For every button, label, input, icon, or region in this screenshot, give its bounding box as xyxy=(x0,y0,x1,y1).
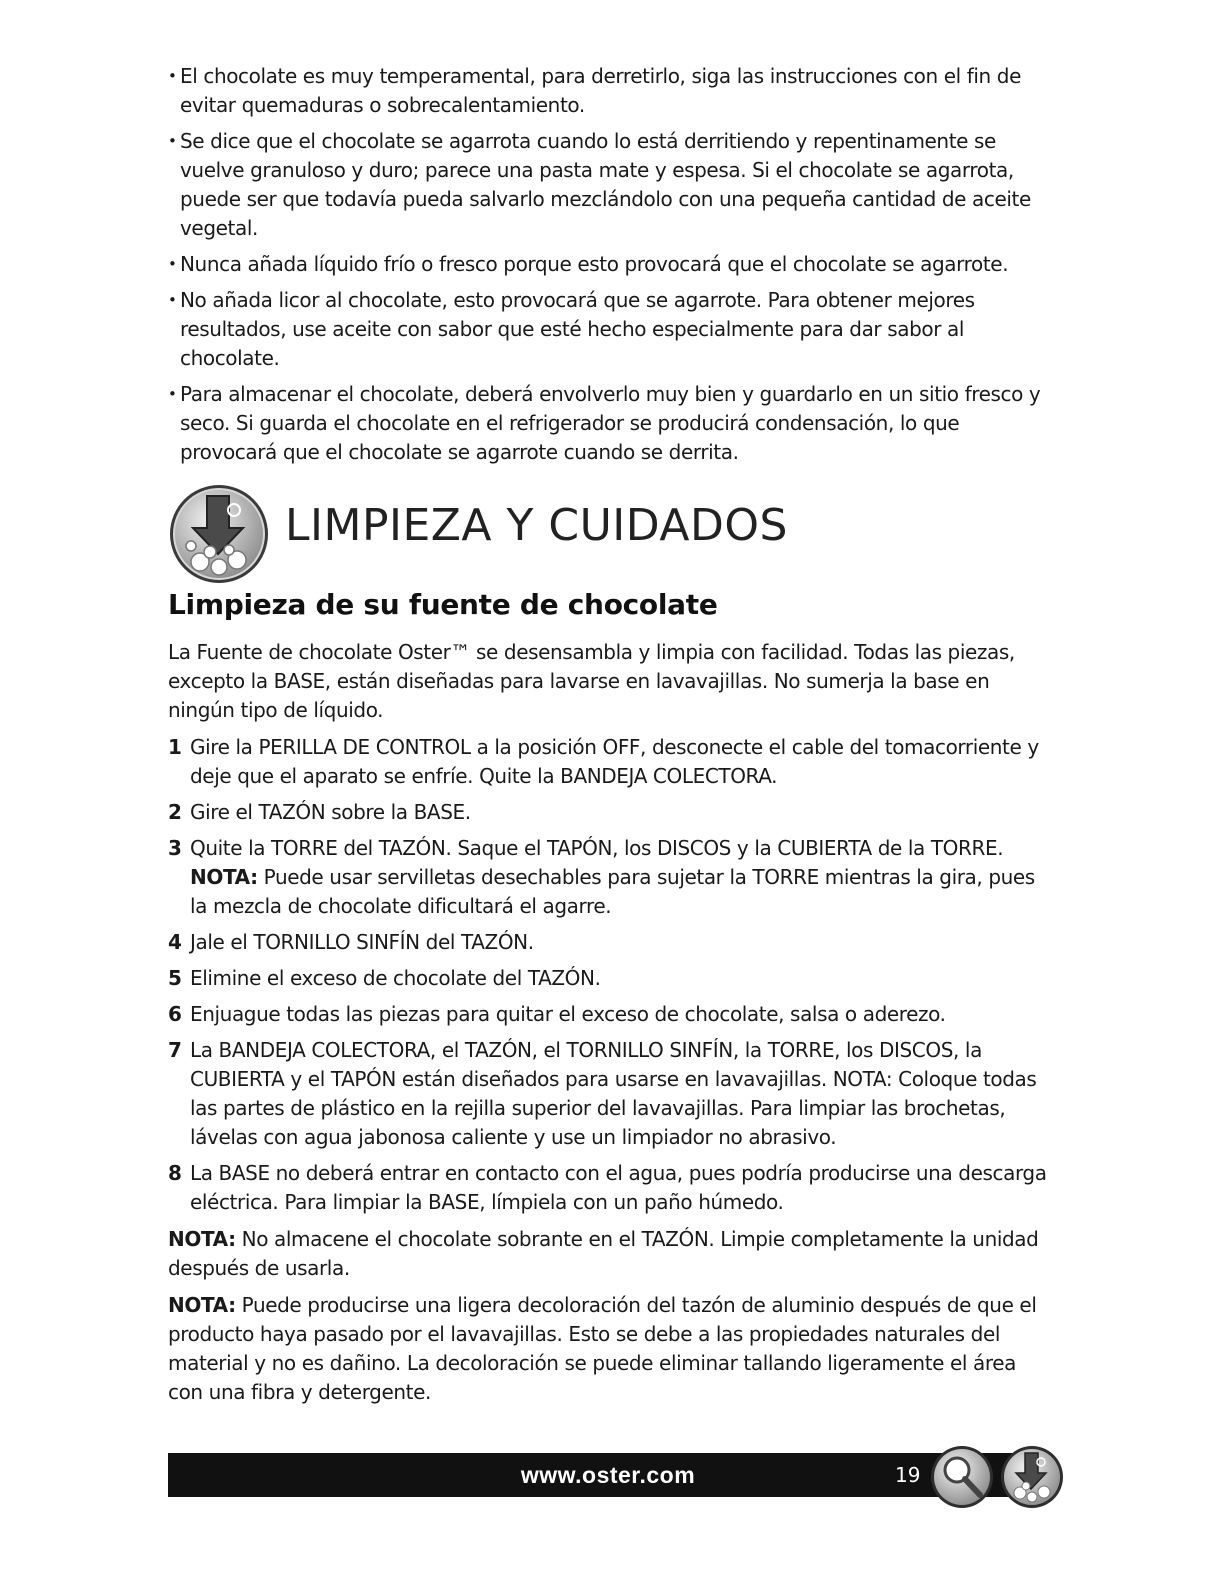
cleaning-arrow-icon[interactable] xyxy=(1000,1445,1064,1509)
tip-item: • No añada licor al chocolate, esto provocará que se agarrote. Para obtener mejores resultados, use aceite con sabor que esté hecho especialmente para dar sabor al chocolate. xyxy=(168,286,1048,373)
note-paragraph xyxy=(168,1291,1048,1407)
step-text: Quite la TORRE del TAZÓN. Saque el TAPÓN, los DISCOS y la CUBIERTA de la TORRE. xyxy=(190,836,1004,860)
step-text: Elimine el exceso de chocolate del TAZÓN. xyxy=(190,966,601,990)
subsection-title: Limpieza de su fuente de chocolate xyxy=(168,588,718,621)
step-number: 4 xyxy=(168,930,182,954)
chocolate-tips-list xyxy=(168,62,1048,474)
step-item xyxy=(168,733,1048,791)
step-number: 2 xyxy=(168,800,182,824)
note-text: No almacene el chocolate sobrante en el TAZÓN. Limpie completamente la unidad después de usarla. xyxy=(168,1227,1039,1280)
cleaning-arrow-icon xyxy=(167,482,271,586)
section-title: LIMPIEZA Y CUIDADOS xyxy=(285,500,788,551)
step-item xyxy=(168,964,1048,993)
intro-paragraph: La Fuente de chocolate Oster™ se desensambla y limpia con facilidad. Todas las piezas, excepto la BASE, están diseñadas para lavarse en lavavajillas. No sumerja la base en ningún tipo de líquido. xyxy=(168,640,1015,722)
step-text: Jale el TORNILLO SINFÍN del TAZÓN. xyxy=(190,930,534,954)
step-text: Enjuague todas las piezas para quitar el exceso de chocolate, salsa o aderezo. xyxy=(190,1002,946,1026)
tip-item: • Se dice que el chocolate se agarrota cuando lo está derritiendo y repentinamente se vuelve granuloso y duro; parece una pasta mate y espesa. Si el chocolate se agarrota, puede ser que todavía pueda salvarlo mezclándolo con una pequeña cantidad de aceite vegetal. xyxy=(168,127,1048,243)
step-item xyxy=(168,1000,1048,1029)
magnifier-icon[interactable] xyxy=(930,1445,994,1509)
step-number: 1 xyxy=(168,735,182,759)
step-item xyxy=(168,928,1048,957)
step-note-label: NOTA: xyxy=(190,865,258,889)
step-number: 6 xyxy=(168,1002,182,1026)
footer-url-link[interactable]: www.oster.com xyxy=(520,1462,696,1488)
cleaning-steps xyxy=(168,733,1048,1217)
step-number: 8 xyxy=(168,1161,182,1185)
tip-item: • Para almacenar el chocolate, deberá envolverlo muy bien y guardarlo en un sitio fresco y seco. Si guarda el chocolate en el refrigerador se producirá condensación, lo que provocará que el chocolate se agarrote cuando se derrita. xyxy=(168,380,1048,467)
note-text: Puede producirse una ligera decoloración del tazón de aluminio después de que el producto haya pasado por el lavavajillas. Esto se debe a las propiedades naturales del material y no es dañino. La decoloración se puede eliminar tallando ligeramente el área con una fibra y detergente. xyxy=(168,1293,1037,1404)
page-number: 19 xyxy=(895,1463,921,1487)
step-number: 7 xyxy=(168,1038,182,1062)
step-item xyxy=(168,1159,1048,1217)
step-item xyxy=(168,798,1048,827)
step-item xyxy=(168,1036,1048,1152)
step-number: 3 xyxy=(168,836,182,860)
step-number: 5 xyxy=(168,966,182,990)
step-text: La BANDEJA COLECTORA, el TAZÓN, el TORNILLO SINFÍN, la TORRE, los DISCOS, la CUBIERTA y el TAPÓN están diseñados para usarse en lavavajillas. NOTA: Coloque todas las partes de plástico en la rejilla superior del lavavajillas. Para limpiar las brochetas, lávelas con agua jabonosa caliente y use un limpiador no abrasivo. xyxy=(190,1038,1037,1149)
step-text: Gire el TAZÓN sobre la BASE. xyxy=(190,800,471,824)
step-note-text: Puede usar servilletas desechables para sujetar la TORRE mientras la gira, pues la mezcla de chocolate dificultará el agarre. xyxy=(190,865,1035,918)
tip-item: • Nunca añada líquido frío o fresco porque esto provocará que el chocolate se agarrote. xyxy=(168,250,1048,279)
cleaning-instructions xyxy=(168,638,1048,1415)
step-text: La BASE no deberá entrar en contacto con el agua, pues podría producirse una descarga eléctrica. Para limpiar la BASE, límpiela con un paño húmedo. xyxy=(190,1161,1047,1214)
step-text: Gire la PERILLA DE CONTROL a la posición OFF, desconecte el cable del tomacorriente y deje que el aparato se enfríe. Quite la BANDEJA COLECTORA. xyxy=(190,735,1039,788)
step-item xyxy=(168,834,1048,921)
note-paragraph xyxy=(168,1225,1048,1283)
tip-item: • El chocolate es muy temperamental, para derretirlo, siga las instrucciones con el fin de evitar quemaduras o sobrecalentamiento. xyxy=(168,62,1048,120)
note-label: NOTA: xyxy=(168,1227,236,1251)
note-label: NOTA: xyxy=(168,1293,236,1317)
